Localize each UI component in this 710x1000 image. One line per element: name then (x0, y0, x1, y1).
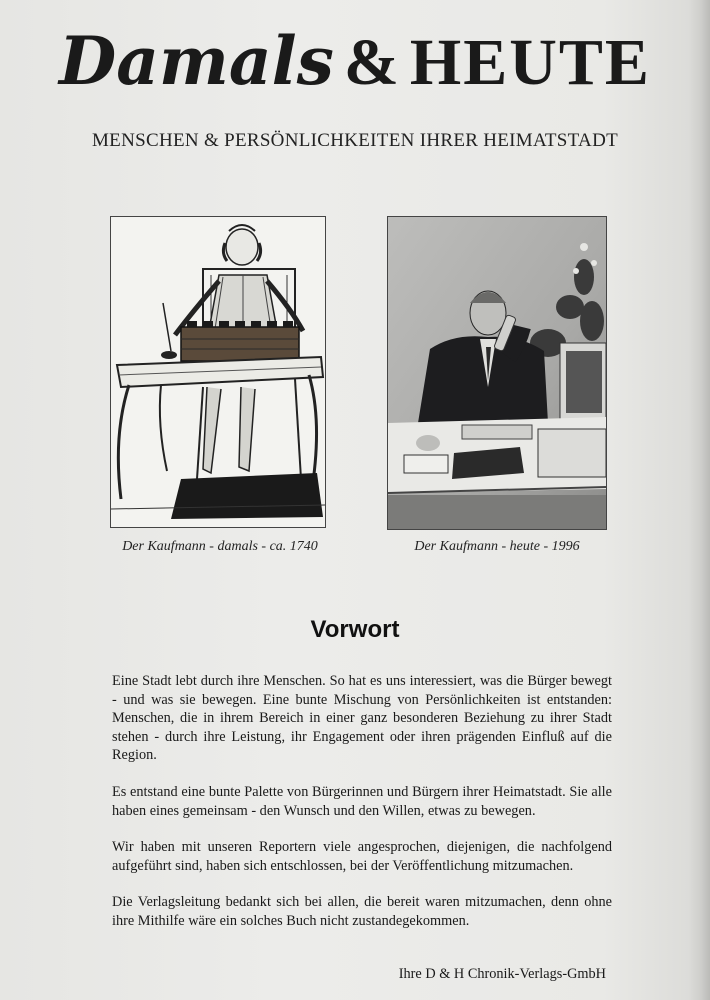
figure-heute (387, 216, 607, 554)
title-heute: HEUTE (409, 26, 651, 99)
section-heading-vorwort: Vorwort (310, 616, 400, 643)
foreword-paragraph: Es entstand eine bunte Palette von Bürgerinnen und Bürgern ihrer Heimatstadt. Sie alle haben eines gemeinsam - den Wunsch und den Willen, etwas zu bewegen. (112, 783, 612, 819)
page-subtitle: MENSCHEN & PERSÖNLICHKEITEN IHRER HEIMATSTADT (91, 130, 619, 151)
caption-heute: Der Kaufmann - heute - 1996 (414, 539, 580, 554)
publisher-signature: Ihre D & H Chronik-Verlags-GmbH (398, 966, 606, 982)
foreword-paragraph: Eine Stadt lebt durch ihre Menschen. So hat es uns interessiert, was die Bürger bewegt - und was sie bewegen. Eine bunte Mischung von Persönlichkeiten ist entstanden: Menschen, die in ihrem Bereich in einer ganz besonderen Beziehung zu ihrer Stadt stehen - durch ihre Leistung, ihr Engagement oder ihren prägenden Einfluß auf die Region. (112, 673, 612, 764)
page-title (59, 18, 651, 106)
foreword-paragraph: Die Verlagsleitung bedankt sich bei allen, die bereit waren mitzumachen, denn ohne ihre Mithilfe wäre ein solches Buch nicht zustandegekommen. (112, 894, 612, 929)
title-damals: Damals (59, 22, 334, 100)
engraving-image (110, 216, 326, 528)
foreword-body (112, 672, 612, 949)
foreword-paragraph: Wir haben mit unseren Reportern viele angesprochen, diejenigen, die nachfolgend aufgeführt sind, haben sich entschlossen, bei der Veröffentlichung mitzumachen. (112, 839, 612, 874)
caption-damals: Der Kaufmann - damals - ca. 1740 (122, 539, 318, 554)
title-ampersand: & (343, 26, 400, 99)
masthead (0, 18, 710, 106)
figure-damals (110, 216, 326, 554)
photo-image (387, 216, 607, 530)
